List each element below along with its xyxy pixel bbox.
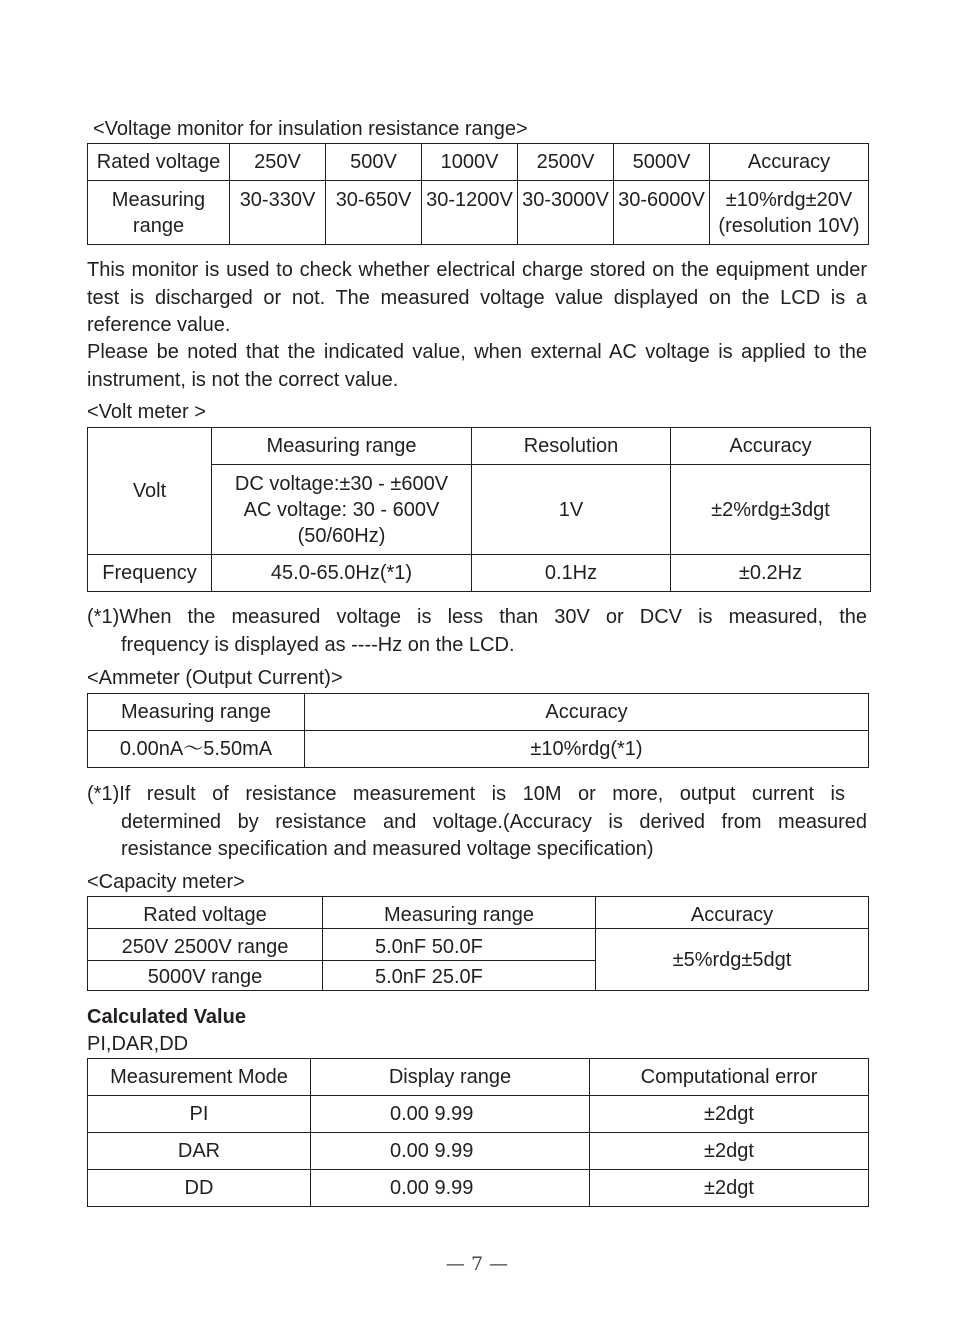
ac-voltage-paragraph: Please be noted that the indicated value, when external AC voltage is applied to the instrument, is not the correct value. (87, 341, 867, 391)
computational-error: ±2dgt (590, 1096, 869, 1133)
voltage-monitor-table (87, 143, 869, 245)
header-measurement-mode: Measurement Mode (88, 1059, 311, 1096)
range-5000v: 30-6000V (614, 181, 710, 245)
frequency-resolution: 0.1Hz (472, 555, 671, 592)
range-500v: 30-650V (326, 181, 422, 245)
range-2500v: 30-3000V (518, 181, 614, 245)
mode-dd: DD (88, 1170, 311, 1207)
mode-dar: DAR (88, 1133, 311, 1170)
volt-measuring-range: DC voltage:±30 - ±600V AC voltage: 30 - 600V (50/60Hz) (212, 465, 472, 555)
header-measuring-range: Measuring range (88, 694, 305, 731)
header-rated-voltage: Rated voltage (88, 144, 230, 181)
header-accuracy: Accuracy (305, 694, 869, 731)
header-2500v: 2500V (518, 144, 614, 181)
header-accuracy: Accuracy (671, 428, 871, 465)
header-measuring-range: Measuring range (212, 428, 472, 465)
voltage-monitor-caption: <Voltage monitor for insulation resistance range> (93, 118, 528, 140)
range-250v: 30-330V (230, 181, 326, 245)
display-range: 0.00 9.99 (311, 1133, 590, 1170)
page-number: — 7 — (445, 1253, 509, 1275)
frequency-footnote (87, 604, 867, 659)
range-1000v: 30-1200V (422, 181, 518, 245)
mode-pi: PI (88, 1096, 311, 1133)
calculated-value-subtitle: PI,DAR,DD (87, 1033, 189, 1055)
header-display-range: Display range (311, 1059, 590, 1096)
monitor-accuracy: ±10%rdg±20V (resolution 10V) (710, 181, 869, 245)
footnote-continuation: frequency is displayed as ----Hz on the LCD. (121, 633, 515, 656)
calculated-value-table (87, 1058, 869, 1207)
ammeter-range: 0.00nA～5.50mA (88, 731, 305, 768)
measuring-range-label: Measuring range (88, 181, 230, 245)
ammeter-table (87, 693, 869, 768)
capacity-meter-table (87, 896, 869, 991)
display-range: 0.00 9.99 (311, 1170, 590, 1207)
header-accuracy: Accuracy (596, 897, 869, 929)
capacity-measuring-range: 5.0nF 50.0F (323, 929, 596, 961)
header-computational-error: Computational error (590, 1059, 869, 1096)
display-range: 0.00 9.99 (311, 1096, 590, 1133)
header-resolution: Resolution (472, 428, 671, 465)
footnote-line: (*1)When the measured voltage is less than 30V or DCV is measured, the (87, 606, 867, 628)
computational-error: ±2dgt (590, 1133, 869, 1170)
calculated-value-title: Calculated Value (87, 1006, 246, 1028)
header-500v: 500V (326, 144, 422, 181)
capacity-rated-voltage: 250V 2500V range (88, 929, 323, 961)
capacity-accuracy: ±5%rdg±5dgt (596, 929, 869, 991)
footnote-line: (*1)If result of resistance measurement is 10M or more, output current is (87, 783, 845, 805)
ammeter-caption: <Ammeter (Output Current)> (87, 667, 343, 689)
frequency-accuracy: ±0.2Hz (671, 555, 871, 592)
frequency-label: Frequency (88, 555, 212, 592)
header-accuracy: Accuracy (710, 144, 869, 181)
ammeter-footnote (87, 781, 867, 864)
volt-meter-caption: <Volt meter > (87, 401, 206, 423)
header-250v: 250V (230, 144, 326, 181)
volt-meter-table (87, 427, 871, 592)
capacity-meter-caption: <Capacity meter> (87, 871, 245, 893)
capacity-rated-voltage: 5000V range (88, 961, 323, 991)
volt-resolution: 1V (472, 465, 671, 555)
computational-error: ±2dgt (590, 1170, 869, 1207)
monitor-paragraph: This monitor is used to check whether electrical charge stored on the equipment under test is discharged or not. The measured voltage value displayed on the LCD is a reference value. (87, 259, 867, 336)
header-rated-voltage: Rated voltage (88, 897, 323, 929)
header-1000v: 1000V (422, 144, 518, 181)
volt-label: Volt (88, 428, 212, 555)
header-5000v: 5000V (614, 144, 710, 181)
volt-accuracy: ±2%rdg±3dgt (671, 465, 871, 555)
footnote-continuation: determined by resistance and voltage.(Accuracy is derived from measured resistance specification and measured voltage specification) (121, 810, 867, 860)
ammeter-accuracy: ±10%rdg(*1) (305, 731, 869, 768)
frequency-range: 45.0-65.0Hz(*1) (212, 555, 472, 592)
capacity-measuring-range: 5.0nF 25.0F (323, 961, 596, 991)
header-measuring-range: Measuring range (323, 897, 596, 929)
